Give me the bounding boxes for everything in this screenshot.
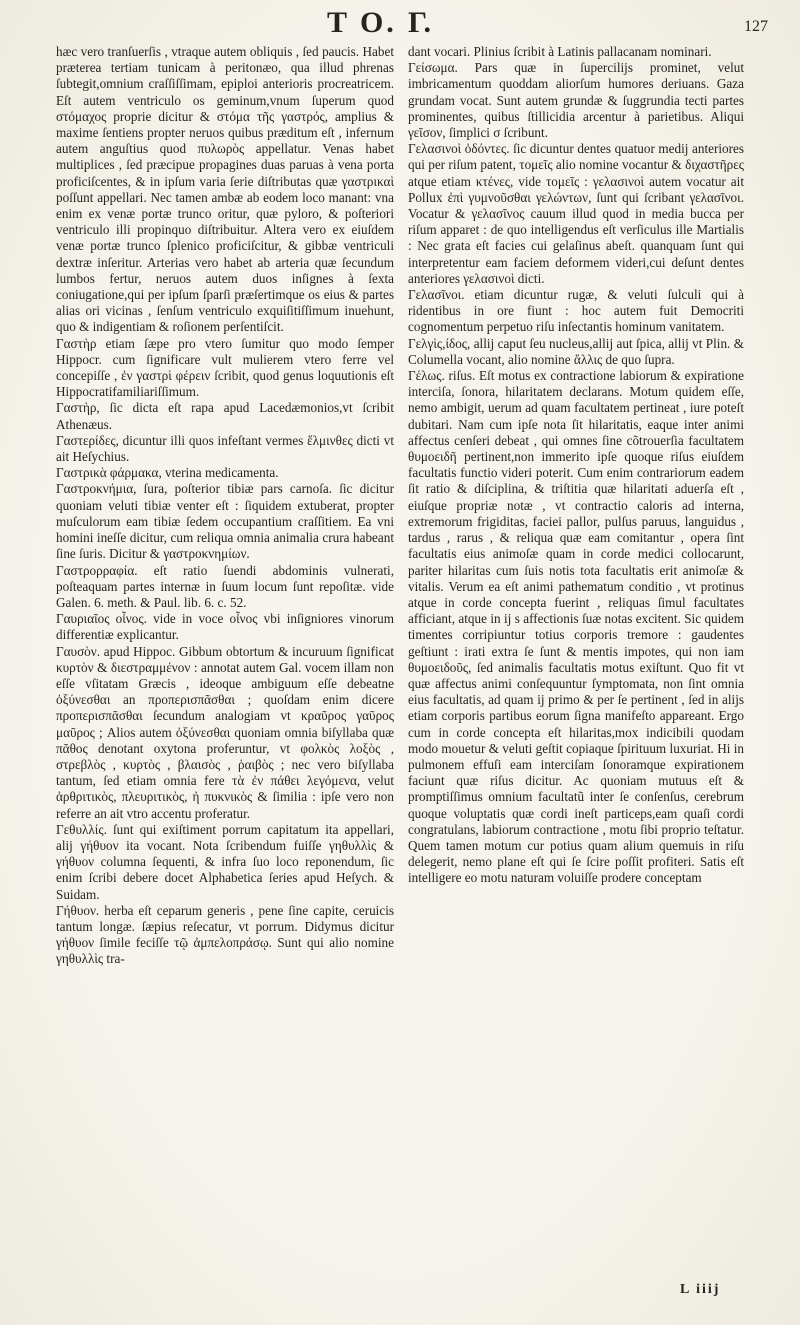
entry-gaster-continued: hæc vero tranſuerſis , vtraque autem obliquis , ſed paucis. Habet præterea tertiam tunicam à peritonæo, qua illud phrenas ſubtegit,omnium craſſiſſimam, epiploi anterioris procreatricem. Eſt autem ventriculo os geminum,vnum ſuperum quod στόμαχος proprie dicitur & στόμα τῆς γαστρός, amplius & maxime ſentiens propter neruos quibus præditum eſt , infernum autem anguſtius quod πυλωρὸς appellatur. Venas habet multiplices , ſed præcipue propagines duas paruas à vena porta proficiſcentes, & in ipſum varia ſerie diſtributas quæ γαστρικαὶ poſſunt appellari. Nec tamen ambæ ab eodem loco manant: vna enim ex venæ portæ trunco oritur, quæ pyloro, & poſteriori ventriculo illi propinquo diſtribuitur. Altera vero ex eiuſdem venæ portæ trunco ſplenico proficiſcitur, & gibbæ ventriculi dextræ inſeritur. Arterias vero habet ab arteria quæ ſecundum lumbos fertur, neruos autem duos inſignes à ſexta coniugatione,qui per ipſum ſparſi præſertimque os eius & partes alias ori vicinas , ſenſum ventriculo exquiſitiſſimum inuehunt, quo & indigentiam & roſionem perſentiſcit. — [56, 44, 394, 335]
entry-gastrika-pharmaka: Γαστρικὰ φάρμακα, vterina medicamenta. — [56, 465, 279, 481]
entry-gasterides: Γαστερίδες, dicuntur illi quos infeſtant vermes ἕλμινθες dicti vt ait Heſychius. — [56, 432, 394, 465]
entry-geisoma: Γείσωμα. Pars quæ in ſupercilijs prominet, velut imbricamentum quoddam aliorſum humores deriuans. Gaza grundam vocat. Sunt autem grundæ & ſuggrundia tecti partes prominentes, quibus ſtillicidia arcentur à parietibus. Aliqui γεῖσον, ſimplici σ ſcribunt. — [408, 60, 744, 141]
running-head-left: T O. — [327, 6, 397, 39]
entry-gauson: Γαυσὸν. apud Hippoc. Gibbum obtortum & incuruum ſignificat κυρτὸν & διεστραμμένον : annotat autem Gal. vocem illam non eſſe vſitatam Græcis , ideoque ambiguum eſſe debeatne ὀξύνεσθαι an προπερισπᾶσθαι ; quoſdam enim dicere προπερισπᾶσθαι ſecundum analogiam vt κραῦρος γαῦρος μαῦρος ; Alios autem ὀξύνεσθαι quoniam omnia biſyllaba quæ πᾶθος denotant oxytona proferuntur, vt φολκὸς λοξὸς , στρεβλὸς , κυρτὸς , βλαισὸς , ῥαιβὸς ; nec vero biſyllaba tantum, ſed etiam omnia fere τὰ ἐν πάθει λεγόμενα, velut ἀρθριτικὸς, πλευριτικὸς, ἠ πυκνικὸς & ſimilia : ipſe vero non referre an ait vtro accentu proferatur. — [56, 643, 394, 821]
entry-continuation: dant vocari. Plinius ſcribit à Latinis pallacanam nominari. — [408, 44, 712, 59]
entry-gelgis: Γελγὶς,ίδος, allij caput ſeu nucleus,allij aut ſpica, allij vt Plin. & Columella vocant, alio nomine ἄλλις de quo ſupra. — [408, 335, 744, 367]
right-column — [408, 44, 744, 1269]
left-column — [56, 44, 394, 1269]
entry-gelos: Γέλως. riſus. Eſt motus ex contractione labiorum & expiratione interciſa, ſonora, hilaritatem declarans. Motum quidem eſſe, nemo ambigit, uerum ad quam facultatem pertineat , iure poteſt dubitari. Nam cum ipſe nota ſit hilaritatis, eaque inter animi affectus cenſeri debeat , qui omnes ſine cõtrouerſia facultatem θυμοειδῆ pertinent,non immerito ipſe quoque riſus eiuſdem facultatis functio videri poterit. Cum enim contrariorum eadem ſit ratio & diſciplina, & triſtitia quæ hilaritati aduerſa eſt , eiuſque propriæ notæ , vt contractio caloris ad interna, extremorum frigiditas, faciei pallor, pulſus paruus, languidus , tardus , rarus , & reliqua quæ eam comitantur , opera ſint facultatis eius animoſæ quam in corde medici collocarunt, pariter hilaritas cum ſuis notis tota facultatis erit animoſæ & vitalis. Verum ea eſt animi pathematum conditio , vt protinus atque in corde concepta fuerint , reliquas ſimul facultates afficiant, atque in ij s affectionis ſuæ notas excitent. Sic quidem timentes corripiuntur totius corporis tremore : gaudentes geſtiunt : irati extra ſe ſunt & mentis impotes, qui non iam θυμοειδοῦς, ſed animalis facultatis motus exiſtunt. Quo fit vt quæ affectus animi conſequuntur ſymptomata, non ſint omnia eius facultatis, ad quam ij primo & per ſe pertinent , ſed in alijs etiam corporis partibus eorum ſigna manifeſto appareant. Ergo cum in corde concepta eſt hilaritas,mox indicibili quodam modo mouetur & veluti geſtit copiaque ſpirituum luxuriat. Hi in pulmonem effuſi eam interciſam ſonoramque expirationem faciunt quæ riſus dicitur. Ac quoniam mutuus eſt & promptiſſimus omnium facultatũ inter ſe conſenſus, cerebrum quoque voluptatis quæ cordi ineſt particeps,eam quaſi cordi congratulans, labiorum contractione , motu ſibi proprio teſtatur. Quem tamen motum cur potius quam alium quemuis in riſu delegerit, nemo plane eſt qui ſe ſcire poſſit profiteri. Satis eſt intelligere eo motu naturam voluiſſe prodere conceptam — [408, 368, 744, 886]
entry-gethyon: Γήθυον. herba eſt ceparum generis , pene ſine capite, ceruicis tantum longæ. ſæpius reſecatur, vt porrum. Didymus dicitur γήθυον ſimile feciſſe τῷ ἀμπελοπράσῳ. Sunt qui alio nomine γηθυλλὶς tra- — [56, 902, 394, 967]
entry-gauriaios-oinos: Γαυριαῖος οἶνος. vide in voce οἶνος vbi inſigniores vinorum differentiæ explicantur. — [56, 611, 394, 643]
entry-gethyllis: Γεθυλλίς. ſunt qui exiſtiment porrum capitatum ita appellari, alij γήθυον ita vocant. Nota ſcribendum fuiſſe γηθυλλὶς & γήθυον columna ſequenti, & infra ſuo loco reponendum, ſic enim ſcribi debere docet Alphabetica ſeries apud Heſych. & Suidam. — [56, 821, 394, 902]
signature-mark: L iiij — [680, 1282, 721, 1297]
entry-gastrorraphia: Γαστρορραφία. eſt ratio ſuendi abdominis vulnerati, poſteaquam partes internæ in ſuum locum ſunt repoſitæ. vide Galen. 6. meth. & Paul. lib. 6. c. 52. — [56, 562, 394, 610]
page-number: 127 — [744, 18, 768, 35]
entry-gaster-uterus: Γαστὴρ etiam ſæpe pro vtero ſumitur quo modo ſemper Hippocr. cum ſignificare vult mulierem vtero ferre vel concepiſſe , ἐν γαστρὶ φέρειν ſcribit, quod genus loquutionis eſt Hippocratifamiliariſſimum. — [56, 335, 394, 400]
entry-gelasinoi-odontes: Γελασινοὶ ὀδόντες. ſic dicuntur dentes quatuor medij anteriores qui per riſum patent, τομεῖς alio nomine vocantur & διχαστῆρες atque etiam κτένες, vide τομεῖς : γελασινοὶ autem vocatur ait Pollux ἐπὶ γυμνοῦσθαι γελώντων, ſunt qui ſcribant γελασῖνοι. Vocatur & γελασῖνος cauum illud quod in media bucca per riſum apparet : de quo intelligendus eſt verſiculus ille Martialis : Nec grata eſt facies cui gelaſinus abeſt. quanquam ſunt qui interpretentur eam faciem deformem videri,cui deſunt dentes anteriores γελασινοὶ dicti. — [408, 141, 744, 286]
entry-gastroknemia: Γαστροκνήμια, ſura, poſterior tibiæ pars carnoſa. ſic dicitur quoniam veluti tibiæ venter eſt : ſiquidem extuberat, propter muſculorum eam tibiæ ſedem occupantium craſſitiem. Ea vni homini ineſſe dicitur, cum reliqua omnia animalia crura habeant ſine ſuris. Dicitur & γαστροκνημίων. — [56, 481, 394, 562]
running-header — [0, 6, 800, 42]
entry-gaster-rapa: Γαστὴρ, ſic dicta eſt rapa apud Lacedæmonios,vt ſcribit Athenæus. — [56, 400, 394, 432]
running-head-right: Γ. — [408, 6, 431, 39]
entry-gelasinoi-rugae: Γελασῖνοι. etiam dicuntur rugæ, & veluti ſulculi qui à ridentibus in ore fiunt : hoc autem fuit Democriti cognomentum perpetuo riſu inſectantis hominum vanitatem. — [408, 287, 744, 335]
